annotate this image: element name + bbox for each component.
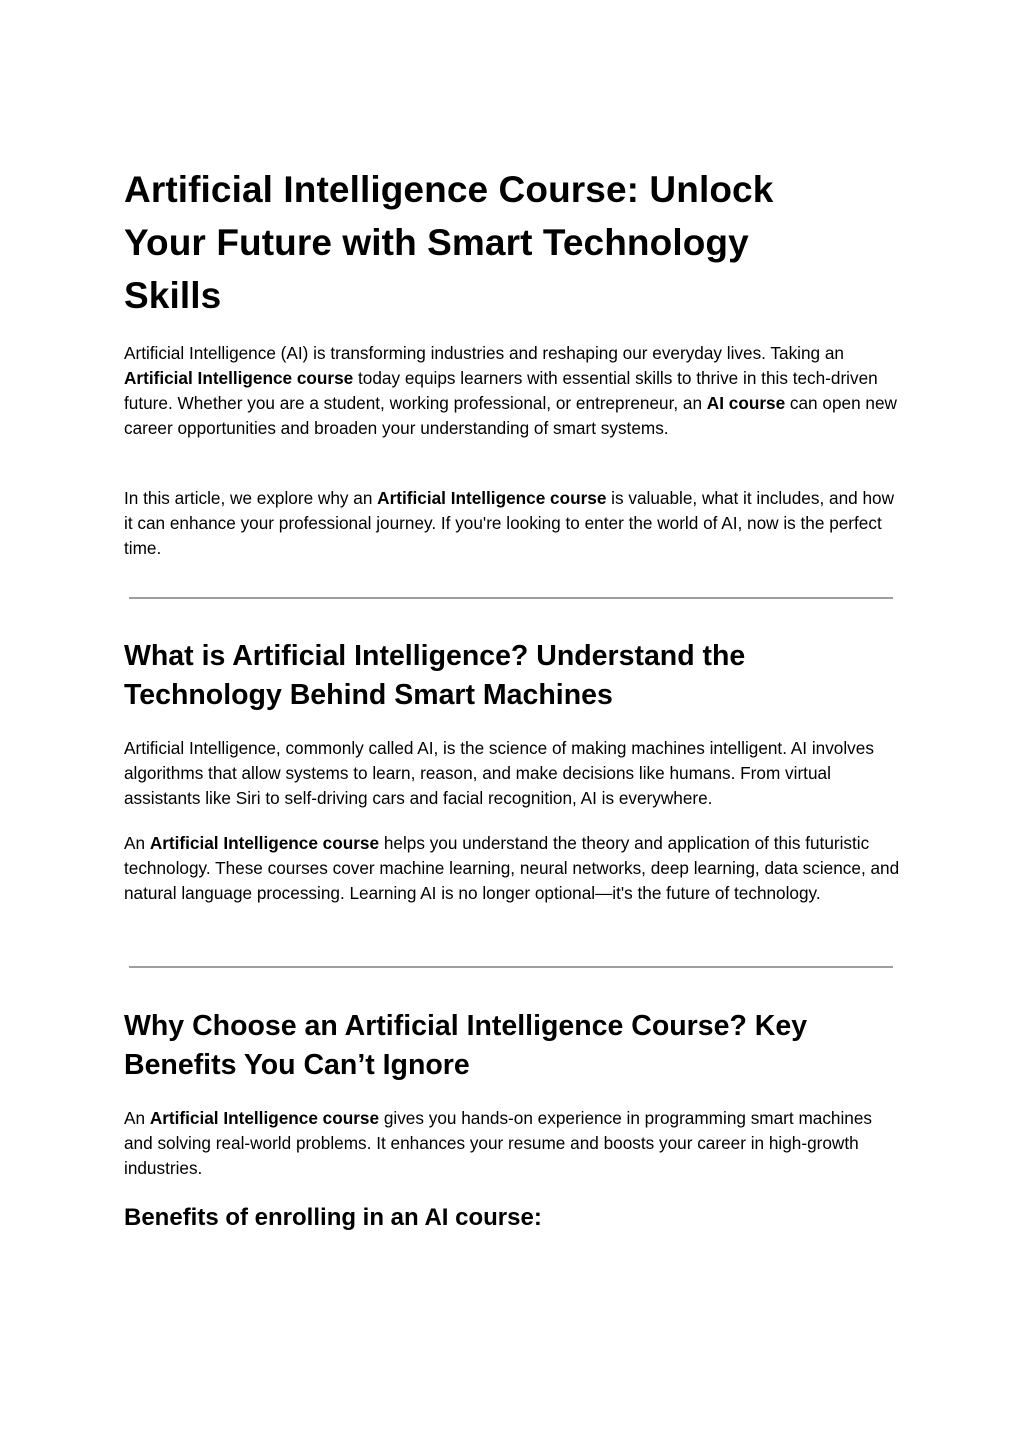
section-divider bbox=[129, 597, 893, 599]
bold-term: Artificial Intelligence course bbox=[149, 833, 380, 853]
text: gives you hands-on experience in programming smart machines and solving real-world problems. It enhances your resume and boosts your career in high-growth industries. bbox=[124, 1108, 873, 1178]
text: An bbox=[124, 833, 150, 853]
intro-paragraph-1 bbox=[124, 341, 900, 441]
section1-paragraph-1: Artificial Intelligence, commonly called AI, is the science of making machines intelligent. AI involves algorithms that allow systems to learn, reason, and make decisions like humans. From virtual assistants like Siri to self-driving cars and facial recognition, AI is everywhere. bbox=[124, 738, 874, 808]
benefits-subheading: Benefits of enrolling in an AI course: bbox=[124, 1204, 542, 1231]
intro-paragraph-2 bbox=[124, 486, 900, 561]
text: helps you understand the theory and application of this futuristic technology. These courses cover machine learning, neural networks, deep learning, data science, and natural language processing. Learning AI is no longer optional—it's the future of technology. bbox=[124, 833, 900, 903]
bold-term: AI course bbox=[706, 393, 786, 413]
section2-paragraph-1 bbox=[124, 1106, 900, 1181]
section-heading-why-choose: Why Choose an Artificial Intelligence Course? Key Benefits You Can’t Ignore bbox=[124, 1010, 808, 1081]
text: An bbox=[124, 1108, 150, 1128]
text: Artificial Intelligence (AI) is transforming industries and reshaping our everyday lives. Taking an bbox=[124, 343, 844, 363]
section-divider bbox=[129, 966, 893, 968]
section-heading-what-is-ai: What is Artificial Intelligence? Understand the Technology Behind Smart Machines bbox=[124, 640, 746, 711]
section1-paragraph-2 bbox=[124, 831, 900, 906]
text: can open new career opportunities and broaden your understanding of smart systems. bbox=[124, 393, 897, 438]
text: In this article, we explore why an bbox=[124, 488, 378, 508]
text: today equips learners with essential skills to thrive in this tech-driven future. Whether you are a student, working professional, or entrepreneur, an bbox=[124, 368, 878, 413]
bold-term: Artificial Intelligence course bbox=[377, 488, 607, 508]
bold-term: Artificial Intelligence course bbox=[149, 1108, 380, 1128]
page-title: Artificial Intelligence Course: Unlock Your Future with Smart Technology Skills bbox=[124, 169, 774, 316]
bold-term: Artificial Intelligence course bbox=[124, 368, 354, 388]
text: is valuable, what it includes, and how it can enhance your professional journey. If you're looking to enter the world of AI, now is the perfect time. bbox=[124, 488, 894, 558]
